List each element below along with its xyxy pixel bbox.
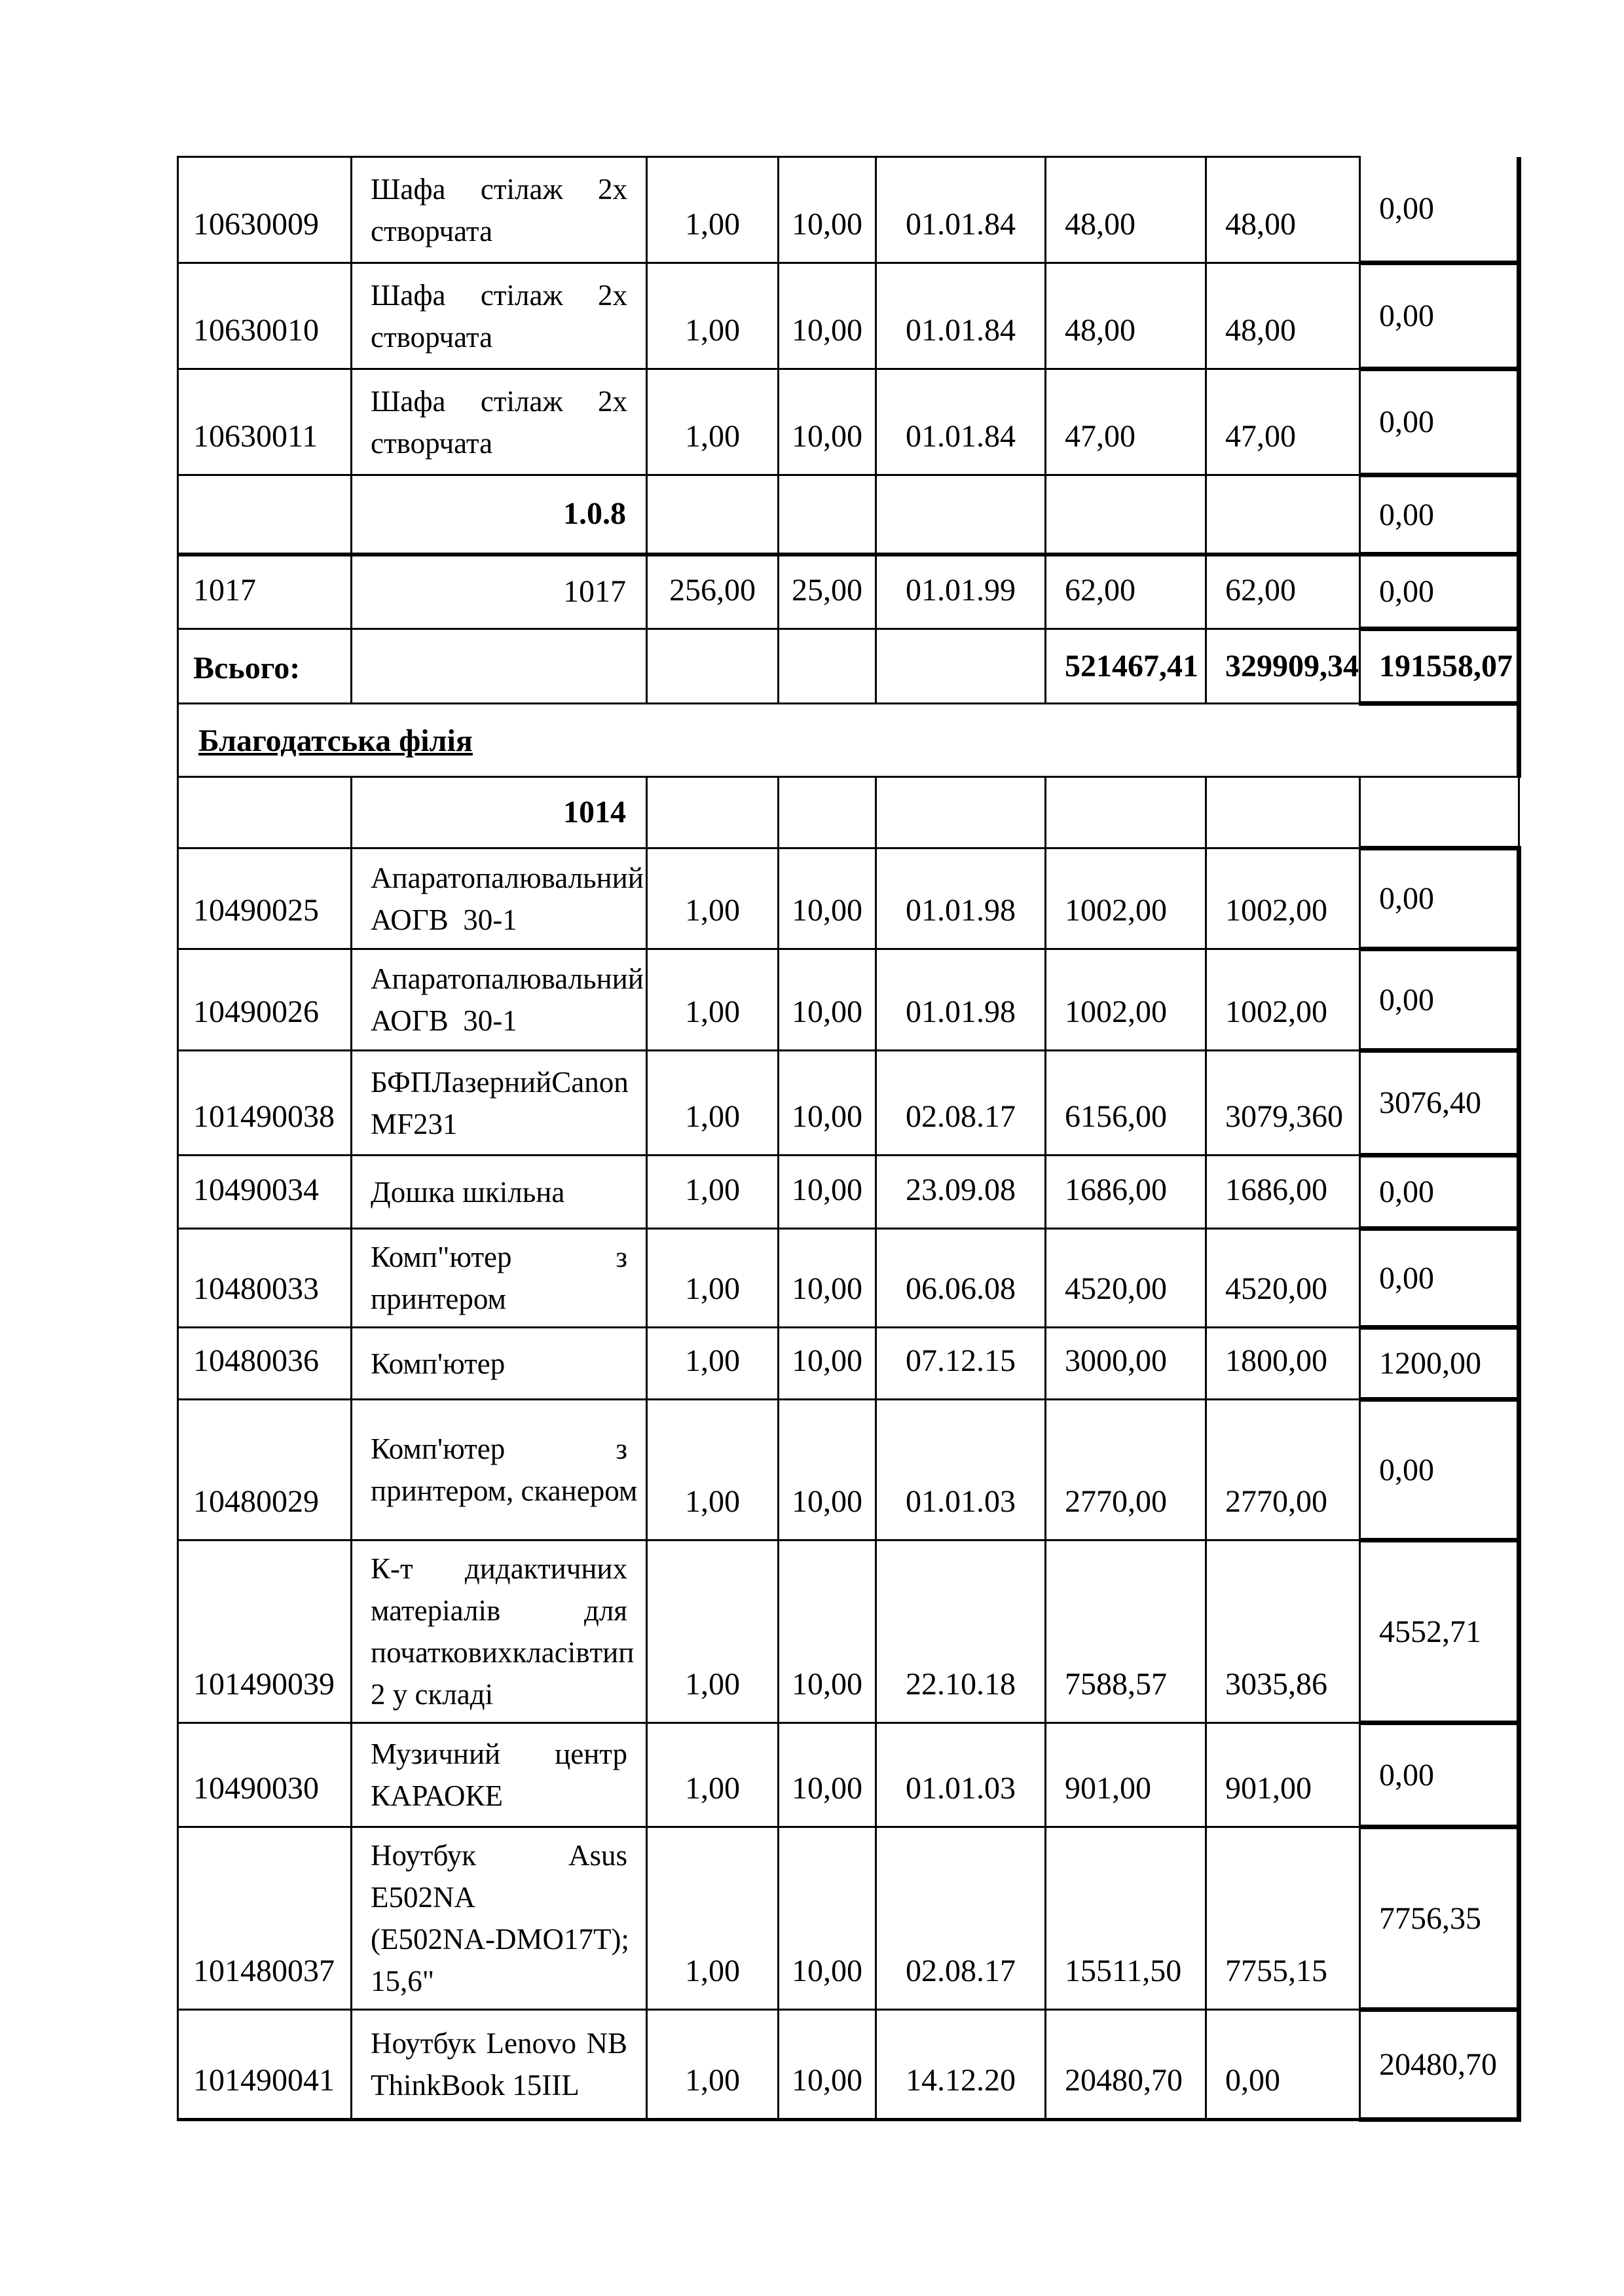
quantity-cell: 256,00 — [647, 555, 779, 629]
group-code-cell: 1.0.8 — [352, 475, 647, 555]
depreciation-cell: 1002,00 — [1206, 949, 1360, 1051]
initial-value-cell: 1686,00 — [1046, 1156, 1206, 1229]
name-cell — [352, 2010, 647, 2120]
date-cell: 01.01.03 — [876, 1400, 1046, 1540]
item-name-line: матеріалів для — [371, 1594, 627, 1627]
date-cell: 01.01.98 — [876, 848, 1046, 949]
item-name-line: К-т дидактичних — [371, 1552, 627, 1585]
date-cell: 02.08.17 — [876, 1827, 1046, 2010]
rate-cell: 10,00 — [779, 949, 876, 1051]
item-name-line: Комп'ютер з — [371, 1432, 627, 1465]
residual-value-cell: 0,00 — [1360, 369, 1519, 475]
quantity-cell: 1,00 — [647, 157, 779, 263]
inventory-number-cell: 10630011 — [178, 369, 352, 475]
date-cell: 14.12.20 — [876, 2010, 1046, 2120]
table-row — [178, 1051, 1519, 1156]
item-name-line: 15,6" — [371, 1965, 435, 1997]
inventory-number-cell: 10490030 — [178, 1723, 352, 1827]
initial-value-cell: 48,00 — [1046, 157, 1206, 263]
depreciation-cell: 7755,15 — [1206, 1827, 1360, 2010]
residual-value-cell: 191558,07 — [1360, 629, 1519, 704]
name-cell — [352, 1400, 647, 1540]
quantity-cell: 1,00 — [647, 1723, 779, 1827]
initial-value-cell: 62,00 — [1046, 555, 1206, 629]
date-cell: 01.01.84 — [876, 157, 1046, 263]
quantity-cell: 1,00 — [647, 369, 779, 475]
rate-cell: 10,00 — [779, 1723, 876, 1827]
initial-value-cell — [1046, 777, 1206, 848]
table-row — [178, 369, 1519, 475]
quantity-cell: 1,00 — [647, 1328, 779, 1400]
date-cell — [876, 629, 1046, 704]
residual-value-cell: 0,00 — [1360, 157, 1519, 263]
residual-value-cell: 0,00 — [1360, 475, 1519, 555]
total-label-cell: Всього: — [178, 629, 352, 704]
quantity-cell: 1,00 — [647, 1827, 779, 2010]
table-row — [178, 1229, 1519, 1328]
residual-value-cell: 0,00 — [1360, 1156, 1519, 1229]
name-cell — [352, 949, 647, 1051]
item-name-line: Апарат опалювальний — [371, 861, 644, 894]
item-name-line: Комп'ютер — [371, 1347, 506, 1380]
item-name-line: Ноутбук Asus — [371, 1839, 627, 1872]
table-row — [178, 263, 1519, 369]
inventory-number-cell: 101490039 — [178, 1540, 352, 1723]
rate-cell: 25,00 — [779, 555, 876, 629]
residual-value-cell: 3076,40 — [1360, 1051, 1519, 1156]
section-title: Благодатська філія — [178, 704, 1519, 777]
date-cell: 01.01.84 — [876, 369, 1046, 475]
rate-cell: 10,00 — [779, 1827, 876, 2010]
initial-value-cell: 901,00 — [1046, 1723, 1206, 1827]
table-row — [178, 475, 1519, 555]
depreciation-cell: 901,00 — [1206, 1723, 1360, 1827]
initial-value-cell: 521467,41 — [1046, 629, 1206, 704]
quantity-cell: 1,00 — [647, 949, 779, 1051]
residual-value-cell: 0,00 — [1360, 949, 1519, 1051]
depreciation-cell: 48,00 — [1206, 157, 1360, 263]
depreciation-cell: 1800,00 — [1206, 1328, 1360, 1400]
quantity-cell: 1,00 — [647, 2010, 779, 2120]
item-name-line: створчата — [371, 426, 493, 460]
name-cell — [352, 1540, 647, 1723]
rate-cell: 10,00 — [779, 157, 876, 263]
inventory-number-cell — [178, 777, 352, 848]
quantity-cell — [647, 475, 779, 555]
residual-value-cell: 20480,70 — [1360, 2010, 1519, 2120]
inventory-number-cell: 101490041 — [178, 2010, 352, 2120]
initial-value-cell — [1046, 475, 1206, 555]
depreciation-cell: 3035,86 — [1206, 1540, 1360, 1723]
date-cell: 01.01.99 — [876, 555, 1046, 629]
quantity-cell: 1,00 — [647, 1051, 779, 1156]
inventory-number-cell: 10480029 — [178, 1400, 352, 1540]
residual-value-cell: 0,00 — [1360, 263, 1519, 369]
fixed-assets-table — [177, 156, 1521, 2122]
item-name-line: Шафа стілаж 2х — [371, 172, 627, 206]
depreciation-cell: 1686,00 — [1206, 1156, 1360, 1229]
depreciation-cell: 0,00 — [1206, 2010, 1360, 2120]
name-cell — [352, 1229, 647, 1328]
date-cell: 06.06.08 — [876, 1229, 1046, 1328]
rate-cell — [779, 629, 876, 704]
rate-cell: 10,00 — [779, 1328, 876, 1400]
date-cell — [876, 475, 1046, 555]
item-name-line: створчата — [371, 320, 493, 354]
table-row — [178, 1827, 1519, 2010]
name-cell — [352, 157, 647, 263]
rate-cell: 10,00 — [779, 263, 876, 369]
item-name-line: початкових класів тип — [371, 1636, 635, 1669]
inventory-number-cell: 10490026 — [178, 949, 352, 1051]
rate-cell — [779, 475, 876, 555]
item-name-line: Апарат опалювальний — [371, 962, 644, 995]
table-row — [178, 555, 1519, 629]
table-row — [178, 1723, 1519, 1827]
initial-value-cell: 48,00 — [1046, 263, 1206, 369]
name-cell — [352, 848, 647, 949]
depreciation-cell: 47,00 — [1206, 369, 1360, 475]
quantity-cell: 1,00 — [647, 1229, 779, 1328]
initial-value-cell: 3000,00 — [1046, 1328, 1206, 1400]
residual-value-cell — [1360, 777, 1519, 848]
inventory-number-cell: 10630009 — [178, 157, 352, 263]
date-cell: 23.09.08 — [876, 1156, 1046, 1229]
inventory-number-cell: 1017 — [178, 555, 352, 629]
name-cell — [352, 1156, 647, 1229]
depreciation-cell: 1002,00 — [1206, 848, 1360, 949]
item-name-line: КАРАОКЕ — [371, 1779, 504, 1812]
item-name-line: ThinkBook 15IIL — [371, 2069, 580, 2102]
depreciation-cell — [1206, 475, 1360, 555]
initial-value-cell: 1002,00 — [1046, 949, 1206, 1051]
table-row — [178, 157, 1519, 263]
depreciation-cell: 2770,00 — [1206, 1400, 1360, 1540]
rate-cell: 10,00 — [779, 2010, 876, 2120]
table-row — [178, 1400, 1519, 1540]
item-name-line: E502NA — [371, 1881, 475, 1914]
quantity-cell: 1,00 — [647, 263, 779, 369]
item-name-line: створчата — [371, 214, 493, 247]
initial-value-cell: 4520,00 — [1046, 1229, 1206, 1328]
residual-value-cell: 1200,00 — [1360, 1328, 1519, 1400]
item-name-line: АОГВ 30-1 — [371, 903, 517, 936]
name-cell — [352, 1328, 647, 1400]
item-name-line: принтером — [371, 1283, 507, 1315]
rate-cell: 10,00 — [779, 1229, 876, 1328]
rate-cell: 10,00 — [779, 1540, 876, 1723]
date-cell: 22.10.18 — [876, 1540, 1046, 1723]
rate-cell: 10,00 — [779, 1051, 876, 1156]
initial-value-cell: 2770,00 — [1046, 1400, 1206, 1540]
quantity-cell: 1,00 — [647, 1156, 779, 1229]
name-cell — [352, 263, 647, 369]
residual-value-cell: 0,00 — [1360, 1400, 1519, 1540]
inventory-number-cell: 10480036 — [178, 1328, 352, 1400]
quantity-cell: 1,00 — [647, 848, 779, 949]
initial-value-cell: 1002,00 — [1046, 848, 1206, 949]
date-cell: 02.08.17 — [876, 1051, 1046, 1156]
inventory-number-cell — [178, 475, 352, 555]
initial-value-cell: 6156,00 — [1046, 1051, 1206, 1156]
quantity-cell: 1,00 — [647, 1540, 779, 1723]
item-name-line: Шафа стілаж 2х — [371, 384, 627, 418]
item-name-line: АОГВ 30-1 — [371, 1004, 517, 1037]
name-cell — [352, 1723, 647, 1827]
initial-value-cell: 20480,70 — [1046, 2010, 1206, 2120]
group-code-cell: 1014 — [352, 777, 647, 848]
quantity-cell: 1,00 — [647, 1400, 779, 1540]
item-name-line: MF231 — [371, 1107, 458, 1140]
item-name-line: БФП Лазерний Canon — [371, 1065, 629, 1099]
residual-value-cell: 0,00 — [1360, 848, 1519, 949]
residual-value-cell: 4552,71 — [1360, 1540, 1519, 1723]
inventory-number-cell: 101480037 — [178, 1827, 352, 2010]
depreciation-cell: 48,00 — [1206, 263, 1360, 369]
name-cell — [352, 369, 647, 475]
quantity-cell — [647, 777, 779, 848]
name-cell — [352, 1051, 647, 1156]
date-cell: 01.01.98 — [876, 949, 1046, 1051]
table-row — [178, 1328, 1519, 1400]
item-name-line: принтером, сканером — [371, 1474, 638, 1507]
residual-value-cell: 0,00 — [1360, 1723, 1519, 1827]
rate-cell: 10,00 — [779, 848, 876, 949]
residual-value-cell: 0,00 — [1360, 555, 1519, 629]
depreciation-cell: 4520,00 — [1206, 1229, 1360, 1328]
item-name-line: (E502NA-DMO17T); — [371, 1923, 629, 1956]
item-name-line: 2 у складі — [371, 1678, 494, 1711]
table-row — [178, 629, 1519, 704]
quantity-cell — [647, 629, 779, 704]
item-name-line: Дошка шкільна — [371, 1175, 565, 1209]
inventory-number-cell: 10490034 — [178, 1156, 352, 1229]
date-cell — [876, 777, 1046, 848]
depreciation-cell: 62,00 — [1206, 555, 1360, 629]
inventory-number-cell: 10480033 — [178, 1229, 352, 1328]
table-row — [178, 777, 1519, 848]
table-body — [178, 157, 1519, 2120]
table-row — [178, 848, 1519, 949]
rate-cell: 10,00 — [779, 369, 876, 475]
table-row — [178, 949, 1519, 1051]
rate-cell — [779, 777, 876, 848]
initial-value-cell: 7588,57 — [1046, 1540, 1206, 1723]
name-cell: 1017 — [352, 555, 647, 629]
table-row — [178, 1540, 1519, 1723]
initial-value-cell: 47,00 — [1046, 369, 1206, 475]
name-cell — [352, 1827, 647, 2010]
item-name-line: Шафа стілаж 2х — [371, 278, 627, 312]
table-row — [178, 2010, 1519, 2120]
rate-cell: 10,00 — [779, 1400, 876, 1540]
rate-cell: 10,00 — [779, 1156, 876, 1229]
section-row — [178, 704, 1519, 777]
date-cell: 01.01.03 — [876, 1723, 1046, 1827]
name-cell — [352, 629, 647, 704]
depreciation-cell: 3079,360 — [1206, 1051, 1360, 1156]
residual-value-cell: 7756,35 — [1360, 1827, 1519, 2010]
inventory-number-cell: 10630010 — [178, 263, 352, 369]
inventory-number-cell: 10490025 — [178, 848, 352, 949]
residual-value-cell: 0,00 — [1360, 1229, 1519, 1328]
item-name-line: Музичний центр — [371, 1738, 627, 1770]
depreciation-cell: 329909,34 — [1206, 629, 1360, 704]
table-row — [178, 1156, 1519, 1229]
date-cell: 07.12.15 — [876, 1328, 1046, 1400]
date-cell: 01.01.84 — [876, 263, 1046, 369]
initial-value-cell: 15511,50 — [1046, 1827, 1206, 2010]
item-name-line: Ноутбук Lenovo NB — [371, 2027, 627, 2060]
item-name-line: Комп"ютер з — [371, 1241, 627, 1273]
inventory-number-cell: 101490038 — [178, 1051, 352, 1156]
depreciation-cell — [1206, 777, 1360, 848]
